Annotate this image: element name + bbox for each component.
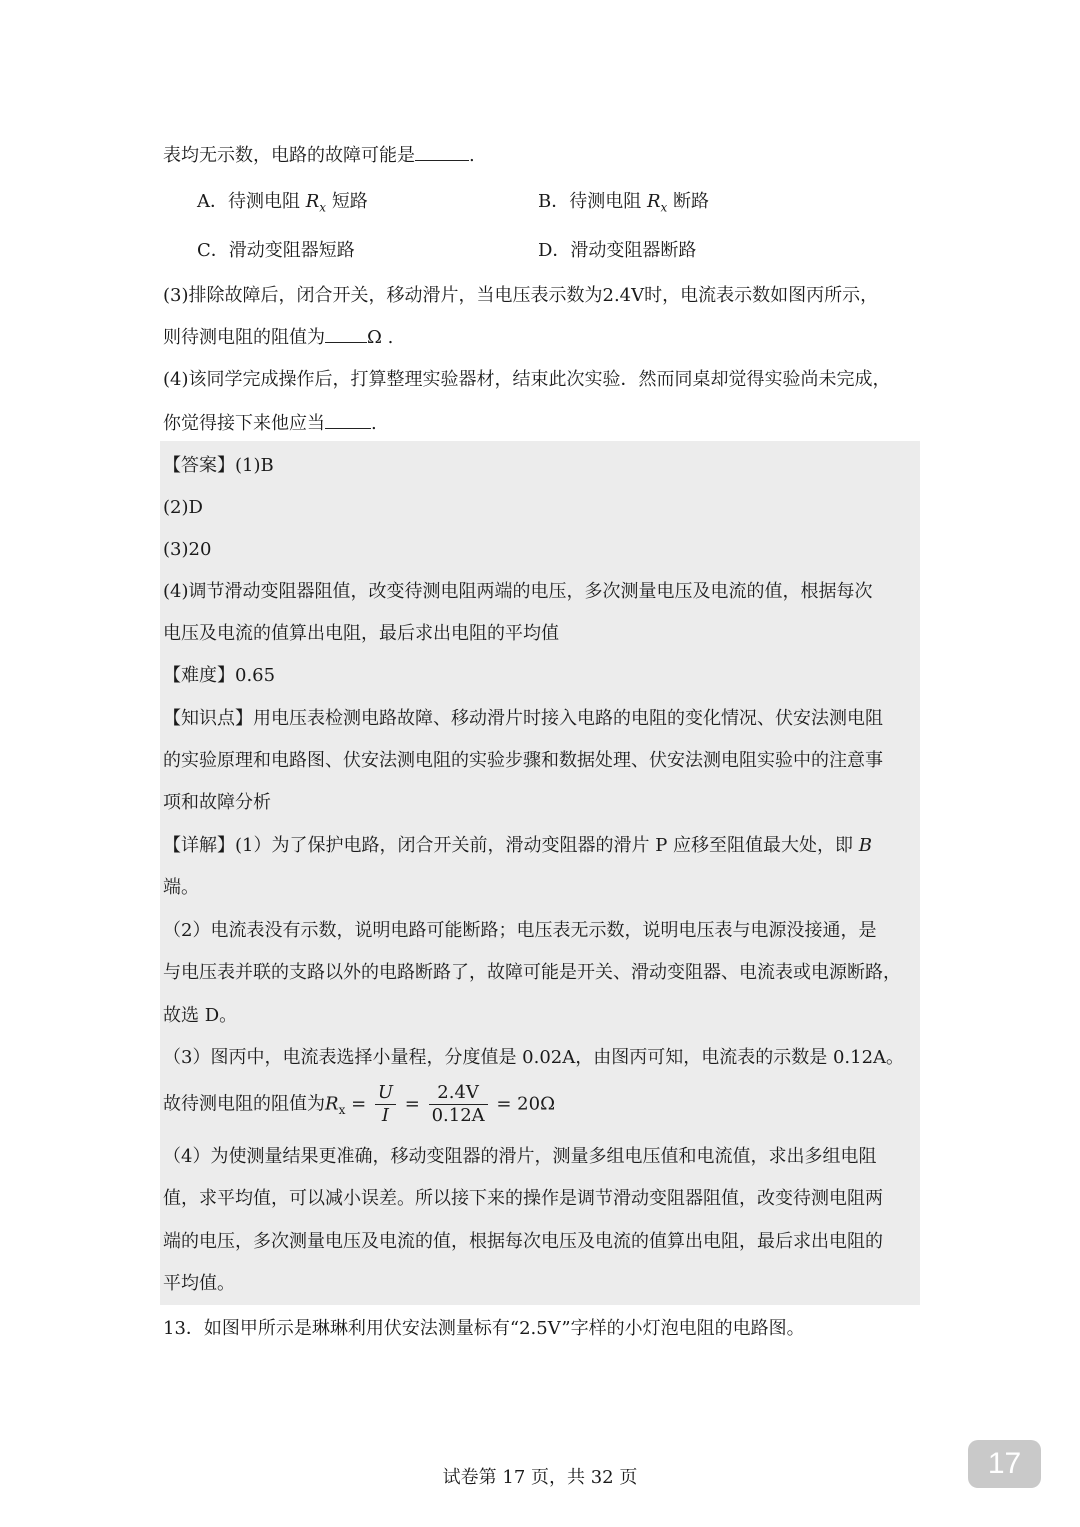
knowledge-points-line3: 项和故障分析	[163, 792, 271, 813]
answer-4-line1: (4)调节滑动变阻器阻值，改变待测电阻两端的电压，多次测量电压及电流的值，根据每次	[163, 581, 873, 602]
answer-1: 【答案】(1)B	[163, 455, 274, 476]
option-c: C．滑动变阻器短路	[197, 240, 355, 261]
detail-3-line1: （3）图丙中，电流表选择小量程，分度值是 0.02A，由图丙可知，电流表的示数是 0.12A。	[163, 1047, 905, 1068]
answer-4-line2: 电压及电流的值算出电阻，最后求出电阻的平均值	[163, 623, 559, 644]
difficulty: 【难度】0.65	[163, 665, 276, 686]
detail-3-formula-line: 故待测电阻的阻值为$R_x$ = $\frac{U}{I}$ = $\frac{2.4V}{0.12A}$ = 20Ω	[163, 1082, 556, 1126]
formula-r: R	[325, 1093, 339, 1115]
q12-continuation: 表均无示数，电路的故障可能是 .	[163, 142, 475, 168]
q12-part4-line1: (4)该同学完成操作后，打算整理实验器材，结束此次实验．然而同桌却觉得实验尚未完成，	[163, 369, 891, 390]
fraction-values: $\frac{2.4V}{0.12A}$	[429, 1082, 488, 1127]
question-13: 13．如图甲所示是琳琳利用伏安法测量标有“2.5V”字样的小灯泡电阻的电路图。	[163, 1318, 805, 1339]
knowledge-points-line1: 【知识点】用电压表检测电路故障、移动滑片时接入电路的电阻的变化情况、伏安法测电阻	[163, 708, 883, 729]
q12-part3-line1: (3)排除故障后，闭合开关，移动滑片，当电压表示数为2.4V时，电流表示数如图丙所示，	[163, 285, 879, 306]
detail-2-line3: 故选 D。	[163, 1005, 238, 1026]
formula-x: x	[338, 1103, 346, 1118]
fraction-u-over-i: $\frac{U}{I}$	[375, 1082, 396, 1127]
q12-part3-line2: 则待测电阻的阻值为 Ω .	[163, 324, 393, 350]
detail-4-line2: 值，求平均值，可以减小误差。所以接下来的操作是调节滑动变阻器阻值，改变待测电阻两	[163, 1188, 883, 1209]
q12-part4-line2: 你觉得接下来他应当 .	[163, 410, 377, 436]
page-footer: 试卷第 17 页，共 32 页	[442, 1467, 638, 1488]
option-a: A．待测电阻 $R_x$ 短路	[197, 191, 368, 215]
detail-2-line2: 与电压表并联的支路以外的电路断路了，故障可能是开关、滑动变阻器、电流表或电源断路，	[163, 962, 901, 983]
option-b: B．待测电阻 $R_x$ 断路	[538, 191, 710, 215]
detail-4-line4: 平均值。	[163, 1273, 235, 1294]
detail-1-line2: 端。	[163, 877, 199, 898]
knowledge-points-line2: 的实验原理和电路图、伏安法测电阻的实验步骤和数据处理、伏安法测电阻实验中的注意事	[163, 750, 883, 771]
answer-3: (3)20	[163, 539, 212, 560]
answer-section	[160, 441, 920, 1305]
detail-1-line1: 【详解】(1）为了保护电路，闭合开关前，滑动变阻器的滑片 P 应移至阻值最大处，即 B	[163, 835, 872, 856]
detail-4-line1: （4）为使测量结果更准确，移动变阻器的滑片，测量多组电压值和电流值，求出多组电阻	[163, 1146, 877, 1167]
detail-4-line3: 端的电压，多次测量电压及电流的值，根据每次电压及电流的值算出电阻，最后求出电阻的	[163, 1231, 883, 1252]
detail-2-line1: （2）电流表没有示数，说明电路可能断路；电压表无示数，说明电压表与电源没接通，是	[163, 920, 877, 941]
option-d: D．滑动变阻器断路	[538, 240, 697, 261]
page-number-badge[interactable]: 17	[968, 1440, 1041, 1488]
answer-2: (2)D	[163, 497, 203, 518]
